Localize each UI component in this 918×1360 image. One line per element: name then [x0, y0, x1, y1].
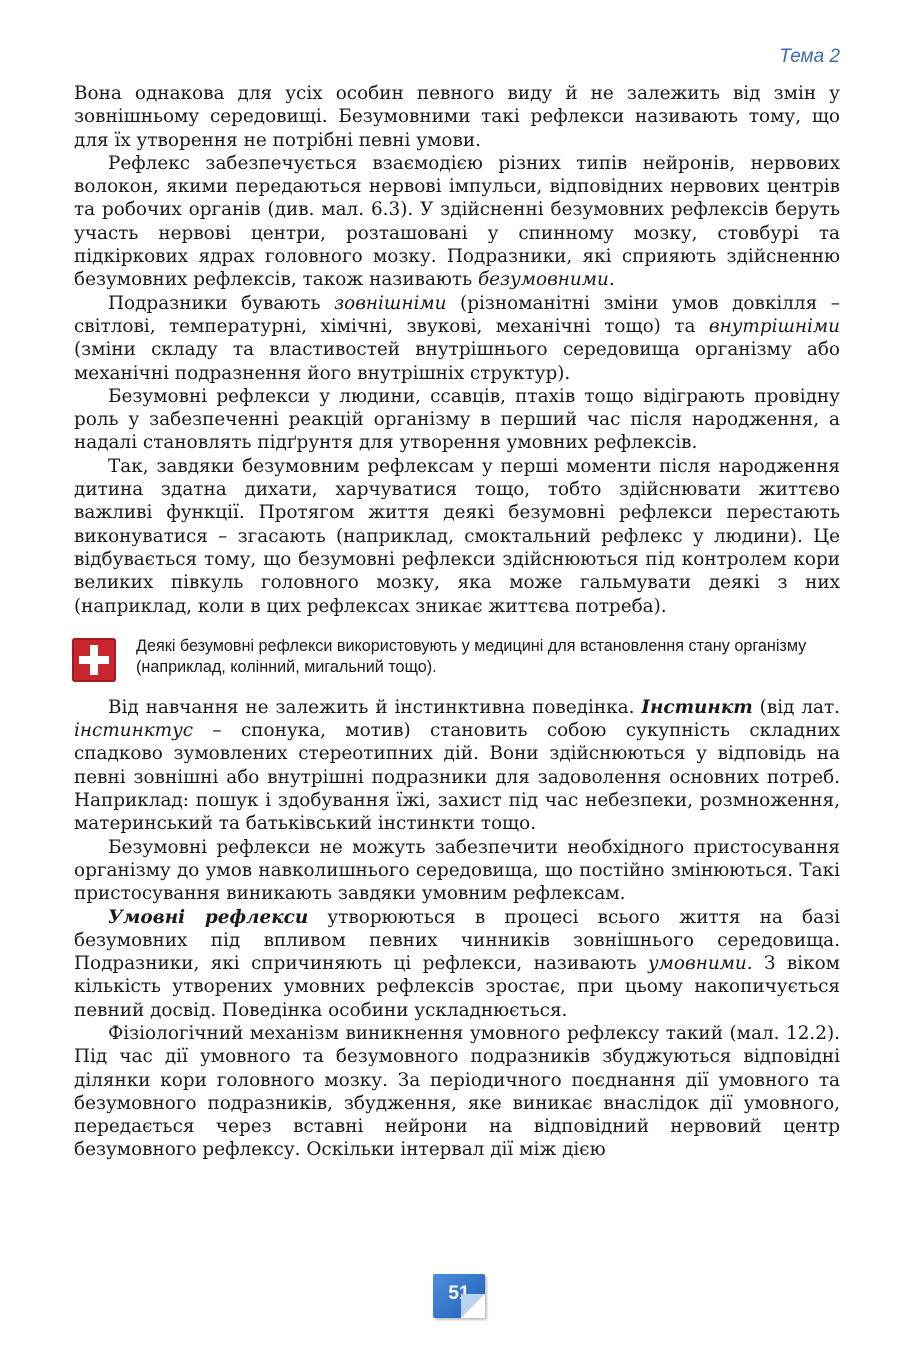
term: Умовні рефлекси	[108, 906, 309, 928]
note-text: Деякі безумовні рефлекси використовують у медицині для встановлення стану організму (наприклад, колінний, мигальний тощо).	[136, 636, 807, 676]
page-number-badge	[433, 1274, 485, 1318]
emphasis: зовнішніми	[334, 292, 447, 314]
emphasis: умовними	[648, 953, 747, 975]
emphasis: внутрішніми	[708, 315, 840, 337]
paragraph: Вона однакова для усіх особин певного виду й не залежить від змін у зовнішньому середовищі. Безумовними такі рефлекси називають тому, що для їх утворення не потрібні певні умови.	[74, 83, 840, 151]
medical-cross-icon	[72, 638, 116, 682]
emphasis: безумовними	[477, 269, 609, 291]
page-number: 51	[448, 1283, 470, 1304]
paragraph: Рефлекс забезпечується взаємодією різних типів нейронів, нервових волокон, якими передаються нервові імпульси, відповідних нервових центрів та робочих органів (див. мал. 6.3). У здійсненні безумовних рефлексів беруть участь нервові центри, розташовані у спинному мозку, стовбурі та підкіркових ядрах головного мозку. Подразники, які сприяють здійсненню безумовних рефлексів, також називають безумовними.	[74, 152, 840, 291]
topic-label: Тема 2	[779, 46, 840, 67]
paragraph: Безумовні рефлекси у людини, ссавців, птахів тощо відіграють провідну роль у забезпеченні реакцій організму в перший час після народження, а надалі становлять підґрунтя для утворення умовних рефлексів.	[74, 385, 840, 454]
paragraph: Від навчання не залежить й інстинктивна поведінка. Інстинкт (від лат. інстинктус – спонука, мотив) становить собою сукупність складних спадково зумовлених стереотипних дій. Вони здійснюються у відповідь на певні зовнішні або внутрішні подразники для задоволення основних потреб. Наприклад: пошук і здобування їжі, захист під час небезпеки, розмноження, материнський та батьківський інстинкти тощо.	[74, 696, 841, 835]
page-body	[74, 82, 840, 1162]
paragraph: Так, завдяки безумовним рефлексам у перші моменти після народження дитина здатна дихати, харчуватися тощо, тобто здійснювати життєво важливі функції. Протягом життя деякі безумовні рефлекси перестають виконуватися – згасають (наприклад, смоктальний рефлекс у людини). Це відбувається тому, що безумовні рефлекси здійснюються під контролем кори великих півкуль головного мозку, яка може гальмувати деякі з них (наприклад, коли в цих рефлексах зникає життєва потреба).	[74, 455, 840, 617]
emphasis: інстинктус	[74, 720, 194, 742]
medical-note	[74, 636, 840, 682]
paragraph: Умовні рефлекси утворюються в процесі всього життя на базі безумовних під впливом певних чинників зовнішнього середовища. Подразники, які спричиняють ці рефлекси, називають умовними. З віком кількість утворених умовних рефлексів зростає, при цьому накопичується певний досвід. Поведінка особини ускладнюється.	[74, 906, 840, 1021]
paragraph: Фізіологічний механізм виникнення умовного рефлексу такий (мал. 12.2). Під час дії умовного та безумовного подразників збуджуються відповідні ділянки кори головного мозку. За періодичного поєднання дії умовного та безумовного подразників, збудження, яке виникає внаслідок дії умовного, передається через вставні нейрони на відповідний нервовий центр безумовного рефлексу. Оскільки інтервал дії між дією	[74, 1022, 840, 1161]
paragraph: Подразники бувають зовнішніми (різноманітні зміни умов довкілля – світлові, температурні, хімічні, звукові, механічні тощо) та внутрішніми (зміни складу та властивостей внутрішнього середовища організму або механічні подразнення його внутрішніх структур).	[74, 292, 840, 384]
paragraph: Безумовні рефлекси не можуть забезпечити необхідного пристосування організму до умов навколишнього середовища, що постійно змінюються. Такі пристосування виникають завдяки умовним рефлексам.	[74, 836, 840, 905]
term: Інстинкт	[641, 696, 753, 718]
